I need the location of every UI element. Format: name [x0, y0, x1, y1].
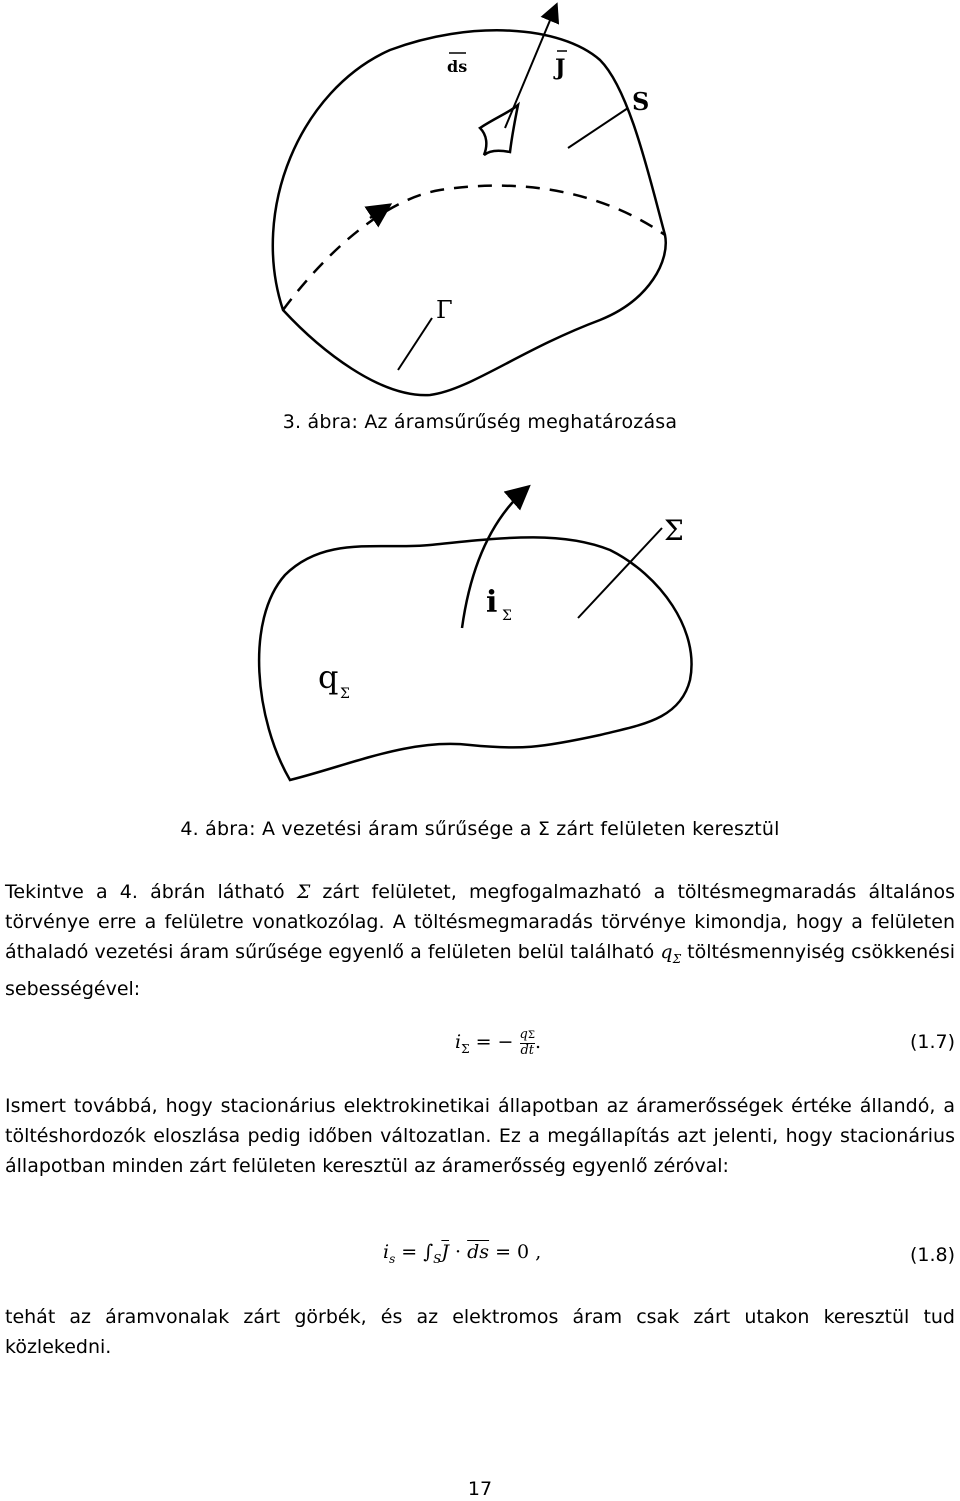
equation-1-7: [0, 1024, 960, 1060]
label-q: q: [318, 658, 339, 696]
figure-4-drawing: [0, 480, 960, 800]
label-q-sub: Σ: [340, 686, 350, 702]
figure-3-caption: 3. ábra: Az áramsűrűség meghatározása: [282, 411, 678, 433]
figure-4: [0, 480, 960, 800]
sigma-leader: [578, 528, 662, 618]
label-j: J: [555, 55, 566, 81]
label-i-sub: Σ: [502, 608, 512, 624]
paragraph-1: Tekintve a 4. ábrán látható Σ zárt felületet, megfogalmazható a töltésmegmaradás általános törvénye erre a felületre vonatkozólag. A töltésmegmaradás törvénye kimondja, hogy a felületen áthaladó vezetési áram sűrűsége egyenlő a felületen belül található $q_\Sigma$ töltésmennyiség csökkenési sebességével:: [5, 881, 955, 1000]
label-sigma: Σ: [664, 514, 684, 547]
fraction: $\frac{q\Sigma}{dt}$: [519, 1027, 535, 1058]
equation-1-8: [0, 1237, 960, 1273]
equation-1-7-formula: $i_\Sigma$ = − $\frac{q\Sigma}{dt}$ .: [455, 1027, 541, 1058]
sigma-symbol: Σ: [296, 881, 311, 903]
equation-number-1-8: (1.8): [909, 1244, 955, 1266]
equation-number-1-7: (1.7): [909, 1031, 955, 1053]
gamma-leader: [398, 318, 432, 370]
s-leader: [568, 108, 628, 148]
paragraph-2: Ismert továbbá, hogy stacionárius elektrokinetikai állapotban az áramerősségek értéke állandó, a töltéshordozók eloszlása pedig időben változatlan. Ez a megállapítás azt jelenti, hogy stacionárius állapotban minden zárt felületen keresztül az áramerősség egyenlő zéróval:: [5, 1095, 955, 1177]
label-gamma: Γ: [436, 296, 453, 324]
page-number: 17: [467, 1478, 493, 1500]
paragraph-3: tehát az áramvonalak zárt görbék, és az elektromos áram csak zárt utakon keresztül tud közlekedni.: [5, 1306, 955, 1358]
j-vector: [505, 6, 556, 128]
equation-1-8-formula: $i_s = \int_S\overline{J} \cdot \overline{ds} = 0$ ,: [383, 1241, 542, 1266]
figure-4-caption: 4. ábra: A vezetési áram sűrűsége a Σ zárt felületen keresztül: [180, 818, 780, 840]
gamma-curve: [283, 186, 665, 310]
label-i: i: [486, 585, 498, 620]
surface-outline: [273, 30, 666, 395]
q-symbol: q: [660, 941, 673, 963]
label-ds: ds: [447, 57, 468, 76]
label-s: S: [632, 87, 650, 116]
figure-3-drawing: [0, 0, 960, 400]
figure-3: [0, 0, 960, 400]
